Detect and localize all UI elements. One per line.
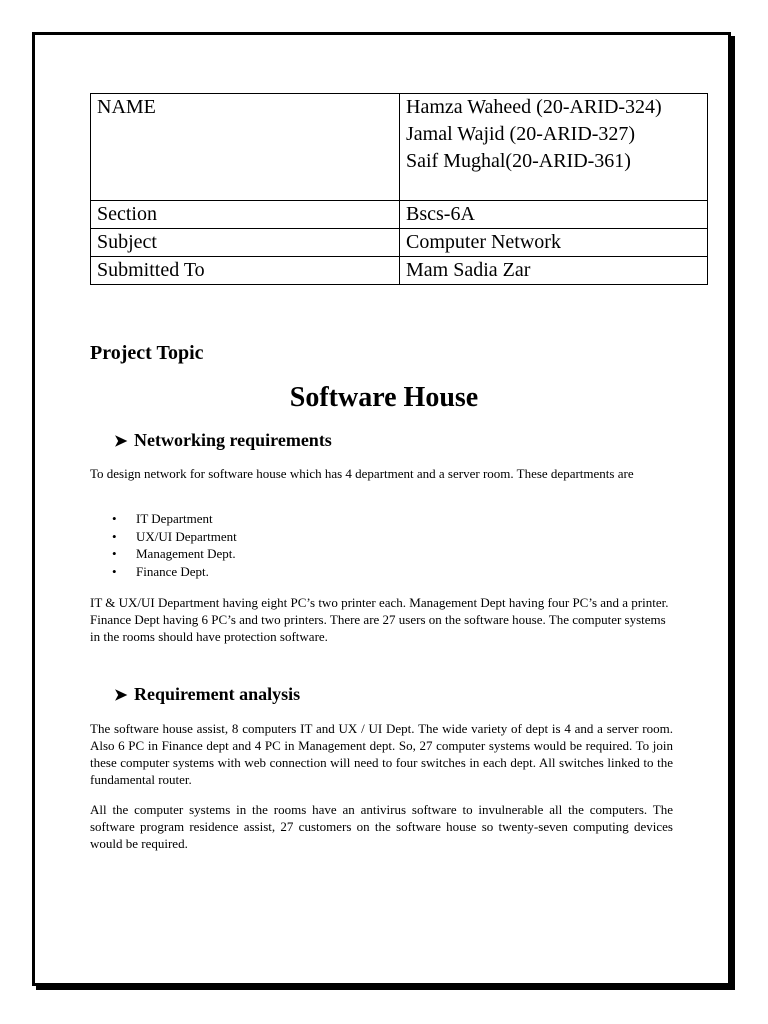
list-item-label: UX/UI Department bbox=[136, 528, 237, 544]
names-cell bbox=[400, 94, 708, 201]
bullet-icon: • bbox=[112, 511, 117, 526]
networking-intro: To design network for software house which has 4 department and a server room. These departments are bbox=[90, 466, 634, 481]
list-item bbox=[90, 528, 237, 546]
student-name: Jamal Wajid (20-ARID-327) bbox=[406, 123, 636, 145]
list-item bbox=[90, 510, 237, 528]
table-row bbox=[91, 94, 708, 201]
student-name: Saif Mughal(20-ARID-361) bbox=[406, 150, 631, 172]
section-value: Bscs-6A bbox=[400, 201, 708, 229]
project-topic-heading: Project Topic bbox=[90, 342, 204, 364]
bullet-icon: • bbox=[112, 546, 117, 561]
list-item-label: IT Department bbox=[136, 511, 213, 526]
document-title: Software House bbox=[289, 382, 479, 413]
networking-heading-text: Networking requirements bbox=[134, 430, 332, 450]
list-item bbox=[90, 563, 237, 581]
list-item-label: Finance Dept. bbox=[136, 563, 209, 579]
bullet-icon: • bbox=[112, 563, 117, 579]
table-row bbox=[91, 201, 708, 229]
bullet-icon: • bbox=[112, 528, 117, 544]
arrowhead-icon: ➤ bbox=[114, 687, 128, 704]
subject-value: Computer Network bbox=[400, 229, 708, 257]
student-name: Hamza Waheed (20-ARID-324) bbox=[406, 96, 662, 118]
networking-heading bbox=[114, 430, 332, 451]
analysis-heading bbox=[114, 684, 300, 705]
section-label: Section bbox=[91, 201, 400, 229]
analysis-paragraph-1: The software house assist, 8 computers IT and UX / UI Dept. The wide variety of dept is 4 and a server room. Also 6 PC in Finance dept and 4 PC in Management dept. So, 27 computer systems would be required. To join these computer systems with web connection will need to four switches in each dept. All switches linked to the fundamental router. bbox=[90, 721, 673, 787]
name-label-cell: NAME bbox=[91, 94, 400, 201]
table-row bbox=[91, 229, 708, 257]
analysis-paragraph-2: All the computer systems in the rooms have an antivirus software to invulnerable all the computers. The software program residence assist, 27 customers on the software house so twenty-seven computing devices would be required. bbox=[90, 802, 673, 851]
subject-label: Subject bbox=[91, 229, 400, 257]
networking-details: IT & UX/UI Department having eight PC’s two printer each. Management Dept having four PC’s and a printer. Finance Dept having 6 PC’s and two printers. There are 27 users on the software house. The computer systems in the rooms should have protection software. bbox=[90, 595, 669, 644]
list-item-label: Management Dept. bbox=[136, 546, 236, 561]
department-list bbox=[90, 510, 237, 580]
submitted-to-label: Submitted To bbox=[91, 257, 400, 285]
table-row bbox=[91, 257, 708, 285]
info-table bbox=[90, 93, 708, 285]
analysis-heading-text: Requirement analysis bbox=[134, 684, 301, 704]
submitted-to-value: Mam Sadia Zar bbox=[400, 257, 708, 285]
list-item bbox=[90, 545, 237, 563]
arrowhead-icon: ➤ bbox=[114, 433, 128, 450]
